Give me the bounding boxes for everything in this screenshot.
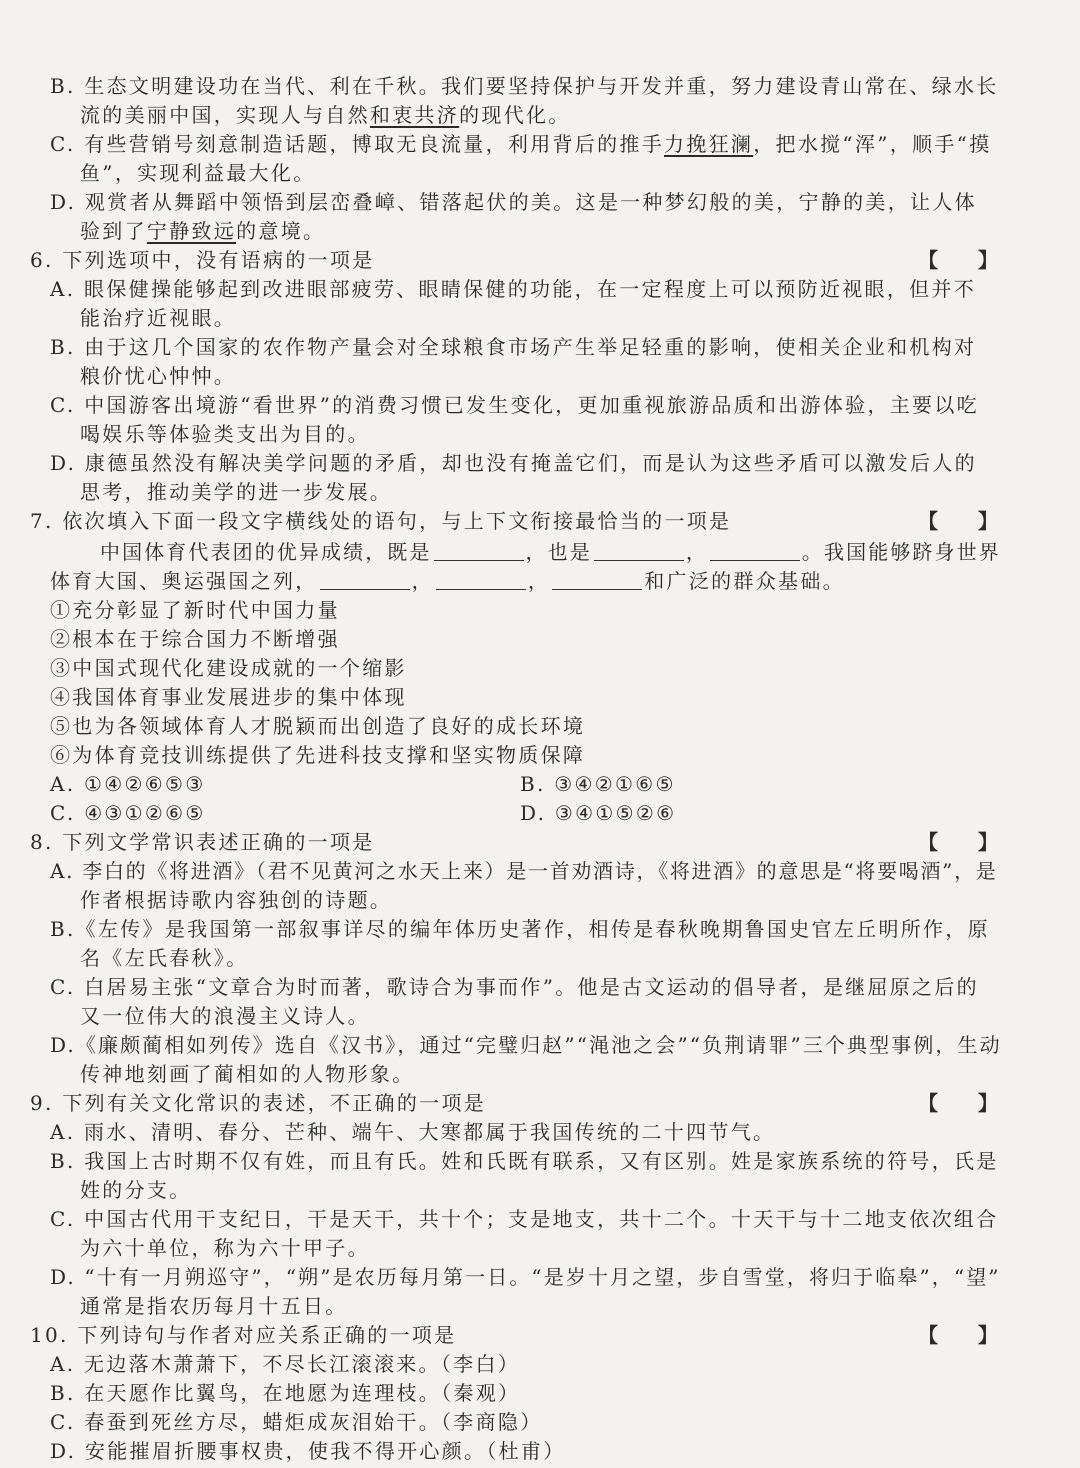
q7-option-a: A. ①④②⑥⑤③	[50, 772, 206, 796]
q9-option-c-line2: 为六十单位，称为六十甲子。	[80, 1236, 370, 1260]
q7-sentence-4: ④我国体育事业发展进步的集中体现	[50, 685, 407, 709]
q7-sentence-3: ③中国式现代化建设成就的一个缩影	[50, 656, 407, 680]
q7-passage-line2: 体育大国、奥运强国之列， ， ， 和广泛的群众基础。	[50, 569, 845, 593]
q8-option-a-line2: 作者根据诗歌内容独创的诗题。	[80, 888, 393, 912]
q9-stem: 9. 下列有关文化常识的表述，不正确的一项是	[30, 1091, 487, 1115]
q8-option-d-line1: D.《廉颇蔺相如列传》选自《汉书》，通过“完璧归赵”“渑池之会”“负荆请罪”三个典型事例，生动	[50, 1033, 1002, 1057]
q8-option-b-line1: B.《左传》是我国第一部叙事详尽的编年体历史著作，相传是春秋晚期鲁国史官左丘明所作，原	[50, 917, 990, 941]
q7-option-c: C. ④③①②⑥⑤	[50, 801, 206, 825]
q10-option-a: A. 无边落木萧萧下，不尽长江滚滚来。（李白）	[50, 1352, 521, 1376]
q7-sentence-2: ②根本在于综合国力不断增强	[50, 627, 340, 651]
q9-option-d-line1: D. “十有一月朔巡守”，“朔”是农历每月第一日。“是岁十月之望，步自雪堂，将归于临皋”，“望”	[50, 1265, 1001, 1289]
q9-answer-bracket[interactable]: 【 】	[918, 1091, 998, 1115]
q5-option-d-line2: 验到了宁静致远的意境。	[80, 219, 326, 243]
q8-answer-bracket[interactable]: 【 】	[918, 830, 998, 854]
q8-option-d-line2: 传神地刻画了蔺相如的人物形象。	[80, 1062, 415, 1086]
q7-option-b: B. ③④②①⑥⑤	[520, 772, 676, 796]
fill-blank[interactable]	[552, 569, 642, 590]
fill-blank[interactable]	[436, 569, 526, 590]
underlined-idiom: 和衷共济	[369, 103, 460, 127]
q6-answer-bracket[interactable]: 【 】	[918, 248, 998, 272]
fill-blank[interactable]	[594, 540, 684, 561]
q10-option-c: C. 春蚕到死丝方尽，蜡炬成灰泪始干。（李商隐）	[50, 1410, 543, 1434]
q7-sentence-5: ⑤也为各领域体育人才脱颖而出创造了良好的成长环境	[50, 714, 586, 738]
q10-option-d: D. 安能摧眉折腰事权贵，使我不得开心颜。（杜甫）	[50, 1439, 566, 1463]
q6-option-b-line1: B. 由于这几个国家的农作物产量会对全球粮食市场产生举足轻重的影响，使相关企业和机构对	[50, 335, 977, 359]
fill-blank[interactable]	[710, 540, 800, 561]
q7-option-d: D. ③④①⑤②⑥	[520, 801, 677, 825]
q5-option-b-line2: 流的美丽中国，实现人与自然和衷共济的现代化。	[80, 103, 571, 127]
q9-option-b-line1: B. 我国上古时期不仅有姓，而且有氏。姓和氏既有联系，又有区别。姓是家族系统的符号，氏是	[50, 1149, 999, 1173]
q7-passage-line1: 中国体育代表团的优异成绩，既是 ，也是 ， 。我国能够跻身世界	[100, 540, 1001, 564]
q9-option-b-line2: 姓的分支。	[80, 1178, 192, 1202]
q8-option-a-line1: A. 李白的《将进酒》（君不见黄河之水天上来）是一首劝酒诗，《将进酒》的意思是“将要喝酒”，是	[50, 859, 998, 883]
q6-option-a-line2: 能治疗近视眼。	[80, 306, 237, 330]
q7-stem: 7. 依次填入下面一段文字横线处的语句，与上下文衔接最恰当的一项是	[30, 509, 732, 533]
q8-option-b-line2: 名《左氏春秋》。	[80, 946, 249, 970]
q6-option-d-line1: D. 康德虽然没有解决美学问题的矛盾，却也没有掩盖它们，而是认为这些矛盾可以激发后人的	[50, 451, 977, 475]
q6-option-d-line2: 思考，推动美学的进一步发展。	[80, 480, 393, 504]
q5-option-b-line1: B. 生态文明建设功在当代、利在千秋。我们要坚持保护与开发并重，努力建设青山常在、绿水长	[50, 74, 999, 98]
q5-option-c-line2: 鱼”，实现利益最大化。	[80, 161, 316, 185]
q6-option-c-line1: C. 中国游客出境游“看世界”的消费习惯已发生变化，更加重视旅游品质和出游体验，主要以吃	[50, 393, 979, 417]
q10-answer-bracket[interactable]: 【 】	[918, 1323, 998, 1347]
underlined-idiom: 力挽狂澜	[664, 132, 754, 156]
q9-option-c-line1: C. 中国古代用干支纪日，干是天干，共十个；支是地支，共十二个。十天干与十二地支依次组合	[50, 1207, 999, 1231]
q6-option-c-line2: 喝娱乐等体验类支出为目的。	[80, 422, 370, 446]
q5-option-c-line1: C. 有些营销号刻意制造话题，博取无良流量，利用背后的推手力挽狂澜，把水搅“浑”，顺手“摸	[50, 132, 992, 156]
q8-option-c-line2: 又一位伟大的浪漫主义诗人。	[80, 1004, 370, 1028]
q10-stem: 10. 下列诗句与作者对应关系正确的一项是	[30, 1323, 457, 1347]
q7-answer-bracket[interactable]: 【 】	[918, 509, 998, 533]
q8-stem: 8. 下列文学常识表述正确的一项是	[30, 830, 375, 854]
q6-option-a-line1: A. 眼保健操能够起到改进眼部疲劳、眼睛保健的功能，在一定程度上可以预防近视眼，但并不	[50, 277, 977, 301]
q9-option-d-line2: 通常是指农历每月十五日。	[80, 1294, 348, 1318]
fill-blank[interactable]	[320, 569, 410, 590]
q7-sentence-1: ①充分彰显了新时代中国力量	[50, 598, 340, 622]
fill-blank[interactable]	[434, 540, 524, 561]
q7-sentence-6: ⑥为体育竞技训练提供了先进科技支撑和坚实物质保障	[50, 743, 586, 767]
q6-stem: 6. 下列选项中，没有语病的一项是	[30, 248, 375, 272]
q10-option-b: B. 在天愿作比翼鸟，在地愿为连理枝。（秦观）	[50, 1381, 521, 1405]
q5-option-d-line1: D. 观赏者从舞蹈中领悟到层峦叠嶂、错落起伏的美。这是一种梦幻般的美，宁静的美，让人体	[50, 190, 977, 214]
q8-option-c-line1: C. 白居易主张“文章合为时而著，歌诗合为事而作”。他是古文运动的倡导者，是继屈原之后的	[50, 975, 979, 999]
underlined-idiom: 宁静致远	[146, 219, 237, 243]
q9-option-a: A. 雨水、清明、春分、芒种、端午、大寒都属于我国传统的二十四节气。	[50, 1120, 776, 1144]
q6-option-b-line2: 粮价忧心忡忡。	[80, 364, 237, 388]
